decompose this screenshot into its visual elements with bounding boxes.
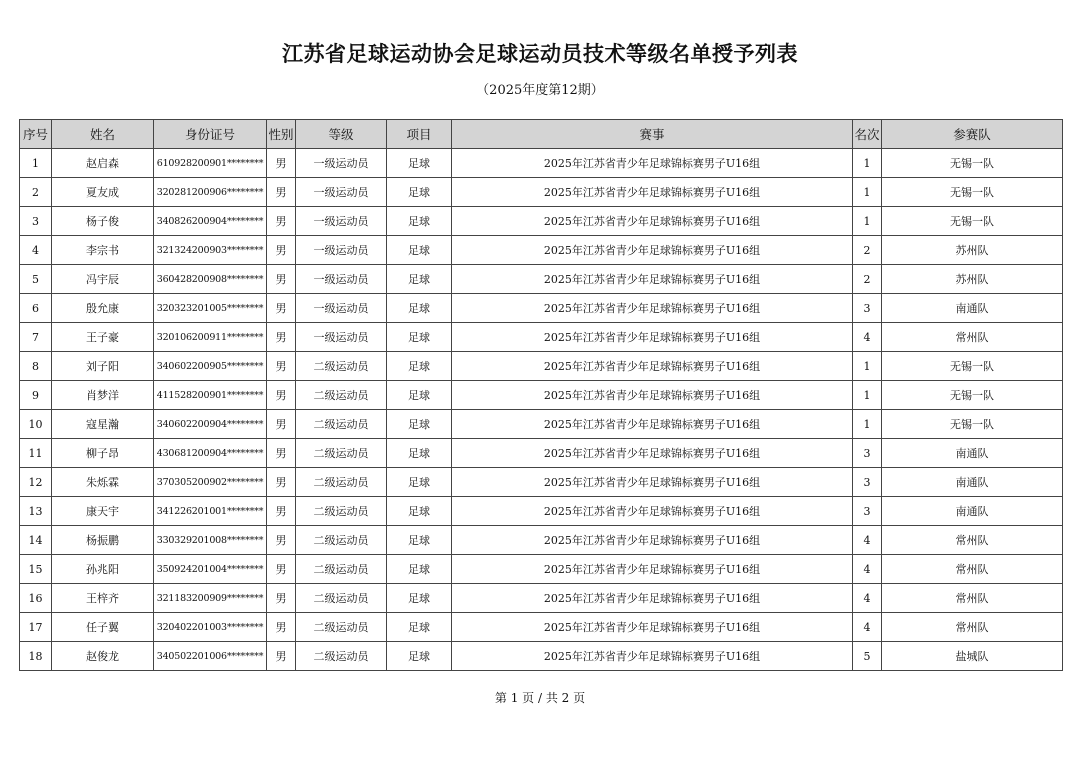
cell-team: 南通队 [882, 294, 1063, 323]
cell-id-number: 370305200902******** [154, 468, 267, 497]
cell-gender: 男 [267, 468, 296, 497]
cell-name: 柳子昂 [52, 439, 154, 468]
header-cell-index: 序号 [20, 120, 52, 149]
cell-gender: 男 [267, 526, 296, 555]
cell-index: 1 [20, 149, 52, 178]
table-row [20, 497, 1063, 526]
cell-name: 殷允康 [52, 294, 154, 323]
cell-level: 一级运动员 [296, 178, 387, 207]
cell-team: 常州队 [882, 526, 1063, 555]
table-row [20, 613, 1063, 642]
cell-index: 14 [20, 526, 52, 555]
cell-rank: 1 [853, 178, 882, 207]
cell-name: 刘子阳 [52, 352, 154, 381]
cell-competition: 2025年江苏省青少年足球锦标赛男子U16组 [452, 410, 853, 439]
header-cell-gender: 性别 [267, 120, 296, 149]
cell-id-number: 350924201004******** [154, 555, 267, 584]
cell-team: 无锡一队 [882, 352, 1063, 381]
cell-id-number: 341226201001******** [154, 497, 267, 526]
cell-competition: 2025年江苏省青少年足球锦标赛男子U16组 [452, 178, 853, 207]
header-cell-rank: 名次 [853, 120, 882, 149]
cell-sport: 足球 [387, 584, 452, 613]
cell-level: 二级运动员 [296, 642, 387, 671]
table-row [20, 149, 1063, 178]
cell-id-number: 340602200905******** [154, 352, 267, 381]
cell-sport: 足球 [387, 410, 452, 439]
cell-rank: 2 [853, 265, 882, 294]
cell-name: 寇星瀚 [52, 410, 154, 439]
header-cell-id-number: 身份证号 [154, 120, 267, 149]
roster-table [19, 119, 1063, 671]
table-row [20, 439, 1063, 468]
table-row [20, 236, 1063, 265]
cell-gender: 男 [267, 584, 296, 613]
cell-id-number: 340502201006******** [154, 642, 267, 671]
cell-competition: 2025年江苏省青少年足球锦标赛男子U16组 [452, 265, 853, 294]
cell-index: 17 [20, 613, 52, 642]
cell-competition: 2025年江苏省青少年足球锦标赛男子U16组 [452, 236, 853, 265]
cell-sport: 足球 [387, 555, 452, 584]
cell-sport: 足球 [387, 149, 452, 178]
cell-gender: 男 [267, 613, 296, 642]
cell-level: 一级运动员 [296, 265, 387, 294]
cell-rank: 4 [853, 526, 882, 555]
cell-name: 李宗书 [52, 236, 154, 265]
cell-team: 常州队 [882, 555, 1063, 584]
cell-index: 18 [20, 642, 52, 671]
cell-index: 6 [20, 294, 52, 323]
cell-competition: 2025年江苏省青少年足球锦标赛男子U16组 [452, 323, 853, 352]
cell-gender: 男 [267, 642, 296, 671]
cell-rank: 3 [853, 294, 882, 323]
cell-level: 二级运动员 [296, 526, 387, 555]
table-header-row [20, 120, 1063, 149]
cell-id-number: 430681200904******** [154, 439, 267, 468]
cell-rank: 2 [853, 236, 882, 265]
cell-level: 二级运动员 [296, 468, 387, 497]
cell-name: 杨振鹏 [52, 526, 154, 555]
cell-index: 13 [20, 497, 52, 526]
cell-team: 南通队 [882, 439, 1063, 468]
header-cell-level: 等级 [296, 120, 387, 149]
header-cell-competition: 赛事 [452, 120, 853, 149]
cell-gender: 男 [267, 497, 296, 526]
cell-sport: 足球 [387, 381, 452, 410]
cell-team: 无锡一队 [882, 410, 1063, 439]
table-row [20, 294, 1063, 323]
cell-gender: 男 [267, 236, 296, 265]
cell-index: 2 [20, 178, 52, 207]
cell-gender: 男 [267, 410, 296, 439]
cell-id-number: 411528200901******** [154, 381, 267, 410]
cell-team: 南通队 [882, 497, 1063, 526]
table-row [20, 410, 1063, 439]
header-cell-team: 参赛队 [882, 120, 1063, 149]
cell-index: 7 [20, 323, 52, 352]
cell-competition: 2025年江苏省青少年足球锦标赛男子U16组 [452, 468, 853, 497]
cell-name: 肖梦洋 [52, 381, 154, 410]
cell-team: 无锡一队 [882, 381, 1063, 410]
cell-team: 常州队 [882, 613, 1063, 642]
cell-competition: 2025年江苏省青少年足球锦标赛男子U16组 [452, 381, 853, 410]
table-row [20, 265, 1063, 294]
cell-index: 9 [20, 381, 52, 410]
cell-rank: 3 [853, 497, 882, 526]
table-row [20, 381, 1063, 410]
cell-level: 二级运动员 [296, 497, 387, 526]
cell-level: 二级运动员 [296, 555, 387, 584]
cell-sport: 足球 [387, 468, 452, 497]
cell-level: 一级运动员 [296, 207, 387, 236]
header-cell-name: 姓名 [52, 120, 154, 149]
cell-sport: 足球 [387, 294, 452, 323]
cell-level: 二级运动员 [296, 584, 387, 613]
cell-rank: 4 [853, 613, 882, 642]
cell-name: 朱烁霖 [52, 468, 154, 497]
cell-id-number: 610928200901******** [154, 149, 267, 178]
cell-sport: 足球 [387, 352, 452, 381]
cell-competition: 2025年江苏省青少年足球锦标赛男子U16组 [452, 555, 853, 584]
cell-id-number: 360428200908******** [154, 265, 267, 294]
cell-index: 3 [20, 207, 52, 236]
cell-name: 任子翼 [52, 613, 154, 642]
cell-index: 10 [20, 410, 52, 439]
table-row [20, 468, 1063, 497]
document-title: 江苏省足球运动协会足球运动员技术等级名单授予列表 [282, 42, 798, 66]
table-row [20, 352, 1063, 381]
table-row [20, 323, 1063, 352]
cell-name: 康天宇 [52, 497, 154, 526]
cell-name: 赵俊龙 [52, 642, 154, 671]
cell-gender: 男 [267, 149, 296, 178]
cell-sport: 足球 [387, 236, 452, 265]
cell-team: 无锡一队 [882, 207, 1063, 236]
cell-sport: 足球 [387, 526, 452, 555]
cell-sport: 足球 [387, 439, 452, 468]
cell-level: 一级运动员 [296, 294, 387, 323]
cell-team: 苏州队 [882, 265, 1063, 294]
cell-rank: 1 [853, 207, 882, 236]
cell-rank: 5 [853, 642, 882, 671]
cell-id-number: 320281200906******** [154, 178, 267, 207]
cell-level: 二级运动员 [296, 613, 387, 642]
cell-gender: 男 [267, 555, 296, 584]
table-row [20, 584, 1063, 613]
cell-index: 16 [20, 584, 52, 613]
cell-rank: 3 [853, 468, 882, 497]
cell-index: 4 [20, 236, 52, 265]
cell-index: 15 [20, 555, 52, 584]
cell-gender: 男 [267, 294, 296, 323]
cell-id-number: 321183200909******** [154, 584, 267, 613]
cell-competition: 2025年江苏省青少年足球锦标赛男子U16组 [452, 613, 853, 642]
cell-gender: 男 [267, 178, 296, 207]
cell-sport: 足球 [387, 265, 452, 294]
cell-sport: 足球 [387, 323, 452, 352]
table-body [20, 149, 1063, 671]
cell-team: 无锡一队 [882, 178, 1063, 207]
cell-team: 盐城队 [882, 642, 1063, 671]
cell-team: 苏州队 [882, 236, 1063, 265]
table-row [20, 555, 1063, 584]
cell-id-number: 321324200903******** [154, 236, 267, 265]
cell-level: 二级运动员 [296, 381, 387, 410]
cell-rank: 1 [853, 352, 882, 381]
cell-name: 赵启森 [52, 149, 154, 178]
page-number: 第 1 页 / 共 2 页 [494, 691, 586, 705]
table-row [20, 207, 1063, 236]
cell-rank: 4 [853, 323, 882, 352]
cell-name: 夏友成 [52, 178, 154, 207]
cell-name: 杨子俊 [52, 207, 154, 236]
cell-sport: 足球 [387, 497, 452, 526]
cell-sport: 足球 [387, 207, 452, 236]
cell-competition: 2025年江苏省青少年足球锦标赛男子U16组 [452, 439, 853, 468]
cell-competition: 2025年江苏省青少年足球锦标赛男子U16组 [452, 526, 853, 555]
cell-gender: 男 [267, 265, 296, 294]
cell-sport: 足球 [387, 642, 452, 671]
cell-id-number: 330329201008******** [154, 526, 267, 555]
cell-competition: 2025年江苏省青少年足球锦标赛男子U16组 [452, 149, 853, 178]
cell-id-number: 340602200904******** [154, 410, 267, 439]
cell-competition: 2025年江苏省青少年足球锦标赛男子U16组 [452, 497, 853, 526]
cell-gender: 男 [267, 381, 296, 410]
table-row [20, 642, 1063, 671]
cell-level: 二级运动员 [296, 439, 387, 468]
cell-rank: 1 [853, 410, 882, 439]
cell-rank: 3 [853, 439, 882, 468]
cell-level: 一级运动员 [296, 236, 387, 265]
cell-competition: 2025年江苏省青少年足球锦标赛男子U16组 [452, 294, 853, 323]
cell-competition: 2025年江苏省青少年足球锦标赛男子U16组 [452, 207, 853, 236]
cell-rank: 4 [853, 555, 882, 584]
cell-team: 常州队 [882, 323, 1063, 352]
cell-name: 王子豪 [52, 323, 154, 352]
cell-team: 常州队 [882, 584, 1063, 613]
cell-id-number: 320402201003******** [154, 613, 267, 642]
cell-gender: 男 [267, 323, 296, 352]
cell-sport: 足球 [387, 178, 452, 207]
cell-name: 冯宇辰 [52, 265, 154, 294]
cell-gender: 男 [267, 439, 296, 468]
cell-level: 二级运动员 [296, 352, 387, 381]
cell-id-number: 320106200911******** [154, 323, 267, 352]
header-cell-sport: 项目 [387, 120, 452, 149]
cell-team: 无锡一队 [882, 149, 1063, 178]
cell-sport: 足球 [387, 613, 452, 642]
cell-competition: 2025年江苏省青少年足球锦标赛男子U16组 [452, 584, 853, 613]
cell-index: 11 [20, 439, 52, 468]
cell-gender: 男 [267, 207, 296, 236]
table-row [20, 178, 1063, 207]
cell-competition: 2025年江苏省青少年足球锦标赛男子U16组 [452, 642, 853, 671]
document-subtitle: （2025年度第12期） [476, 83, 604, 98]
cell-competition: 2025年江苏省青少年足球锦标赛男子U16组 [452, 352, 853, 381]
cell-rank: 1 [853, 381, 882, 410]
cell-id-number: 340826200904******** [154, 207, 267, 236]
cell-rank: 1 [853, 149, 882, 178]
cell-name: 王梓齐 [52, 584, 154, 613]
cell-level: 一级运动员 [296, 323, 387, 352]
table-row [20, 526, 1063, 555]
cell-index: 8 [20, 352, 52, 381]
cell-team: 南通队 [882, 468, 1063, 497]
cell-rank: 4 [853, 584, 882, 613]
cell-gender: 男 [267, 352, 296, 381]
cell-level: 一级运动员 [296, 149, 387, 178]
cell-index: 12 [20, 468, 52, 497]
cell-level: 二级运动员 [296, 410, 387, 439]
cell-name: 孙兆阳 [52, 555, 154, 584]
cell-index: 5 [20, 265, 52, 294]
cell-id-number: 320323201005******** [154, 294, 267, 323]
